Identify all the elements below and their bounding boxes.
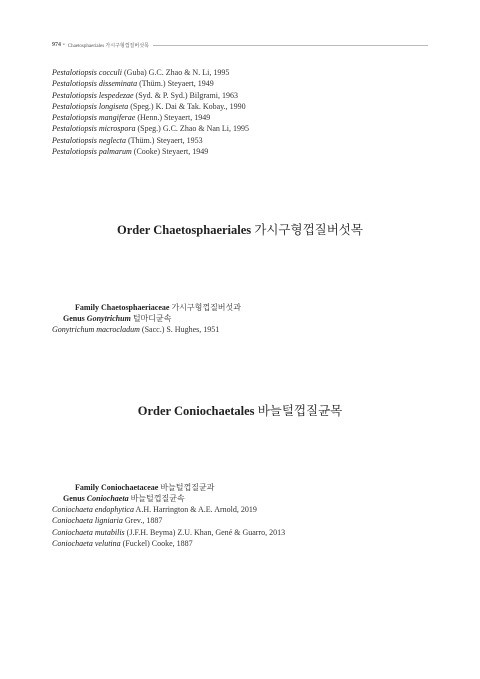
species-author: (Speg.) G.C. Zhao & Nan Li, 1995 (137, 124, 250, 134)
genus-korean-name: 바늘털껍질균속 (130, 494, 185, 503)
species-name: Pestalotiopsis cocculi (52, 68, 122, 77)
family-heading-chaetosphaeriaceae (75, 302, 241, 313)
genus-korean-name: 털마디균속 (132, 314, 172, 323)
species-entry (52, 135, 249, 146)
species-entry (52, 538, 285, 549)
species-entry (52, 515, 285, 526)
species-entry (52, 90, 249, 101)
species-author: (Guba) G.C. Zhao & N. Li, 1995 (124, 68, 230, 77)
species-name: Pestalotiopsis longiseta (52, 101, 129, 111)
species-name: Gonytrichum macrocladum (52, 325, 140, 334)
running-header (52, 40, 428, 50)
species-author: (Syd. & P. Syd.) Bilgrami, 1963 (135, 90, 238, 100)
genus-heading-gonytrichum (63, 313, 171, 324)
species-author: (Thüm.) Steyaert, 1953 (128, 135, 203, 145)
order-korean-name: 가시구형껍질버섯목 (254, 223, 363, 237)
genus-name: Gonytrichum (86, 314, 131, 323)
pestalotiopsis-species-list (52, 67, 249, 157)
species-name: Pestalotiopsis mangiferae (52, 113, 136, 123)
species-author: A.H. Harrington & A.E. Arnold, 2019 (135, 505, 257, 514)
page-number: 974 (52, 42, 61, 48)
order-name: Order Coniochaetales (137, 404, 255, 418)
species-entry (52, 146, 249, 157)
genus-heading-coniochaeta (63, 493, 185, 504)
species-author: (Cooke) Steyaert, 1949 (133, 147, 209, 157)
species-author: (Speg.) K. Dai & Tak. Kobay., 1990 (130, 101, 246, 111)
running-title: Chaetosphaeriales 가시구형껍질버섯목 (67, 43, 149, 49)
species-entry (52, 527, 285, 538)
family-name: Family Coniochaetaceae (75, 483, 159, 492)
species-author: (Fuckel) Cooke, 1887 (122, 538, 193, 548)
species-entry (52, 101, 249, 112)
species-author: (Thüm.) Steyaert, 1949 (139, 79, 214, 89)
species-entry (52, 324, 219, 335)
species-entry (52, 112, 249, 123)
species-name: Coniochaeta endophytica (52, 505, 134, 514)
header-bullet: • (63, 42, 65, 48)
species-author: (Henn.) Steyaert, 1949 (137, 113, 211, 123)
genus-name: Coniochaeta (86, 494, 129, 503)
family-korean-name: 가시구형껍질버섯과 (171, 303, 241, 312)
family-heading-coniochaetaceae (75, 482, 214, 493)
species-name: Pestalotiopsis palmarum (52, 147, 132, 157)
coniochaeta-species-list (52, 504, 285, 549)
order-name: Order Chaetosphaeriales (117, 223, 252, 237)
genus-prefix: Genus (63, 494, 85, 503)
species-name: Coniochaeta velutina (52, 538, 121, 548)
family-name: Family Chaetosphaeriaceae (75, 303, 170, 312)
header-rule (153, 45, 428, 46)
order-heading-chaetosphaeriales (0, 220, 480, 238)
species-name: Coniochaeta mutabilis (52, 527, 125, 537)
species-name: Pestalotiopsis microspora (52, 124, 136, 134)
species-author: (Sacc.) S. Hughes, 1951 (141, 325, 220, 334)
species-entry (52, 123, 249, 134)
species-entry (52, 67, 249, 78)
order-korean-name: 바늘털껍질균목 (257, 404, 343, 418)
species-name: Pestalotiopsis disseminata (52, 79, 138, 89)
genus-prefix: Genus (63, 314, 85, 323)
species-author: (J.F.H. Beyma) Z.U. Khan, Gené & Guarro, 2013 (126, 527, 286, 537)
species-entry (52, 78, 249, 89)
species-name: Pestalotiopsis lespedezae (52, 90, 134, 100)
species-author: Grev., 1887 (124, 516, 163, 526)
family-korean-name: 바늘털껍질균과 (160, 483, 215, 492)
species-entry (52, 504, 285, 515)
order-heading-coniochaetales (0, 401, 480, 419)
gonytrichum-species-list (52, 324, 219, 335)
species-name: Pestalotiopsis neglecta (52, 135, 126, 145)
species-name: Coniochaeta ligniaria (52, 516, 123, 526)
